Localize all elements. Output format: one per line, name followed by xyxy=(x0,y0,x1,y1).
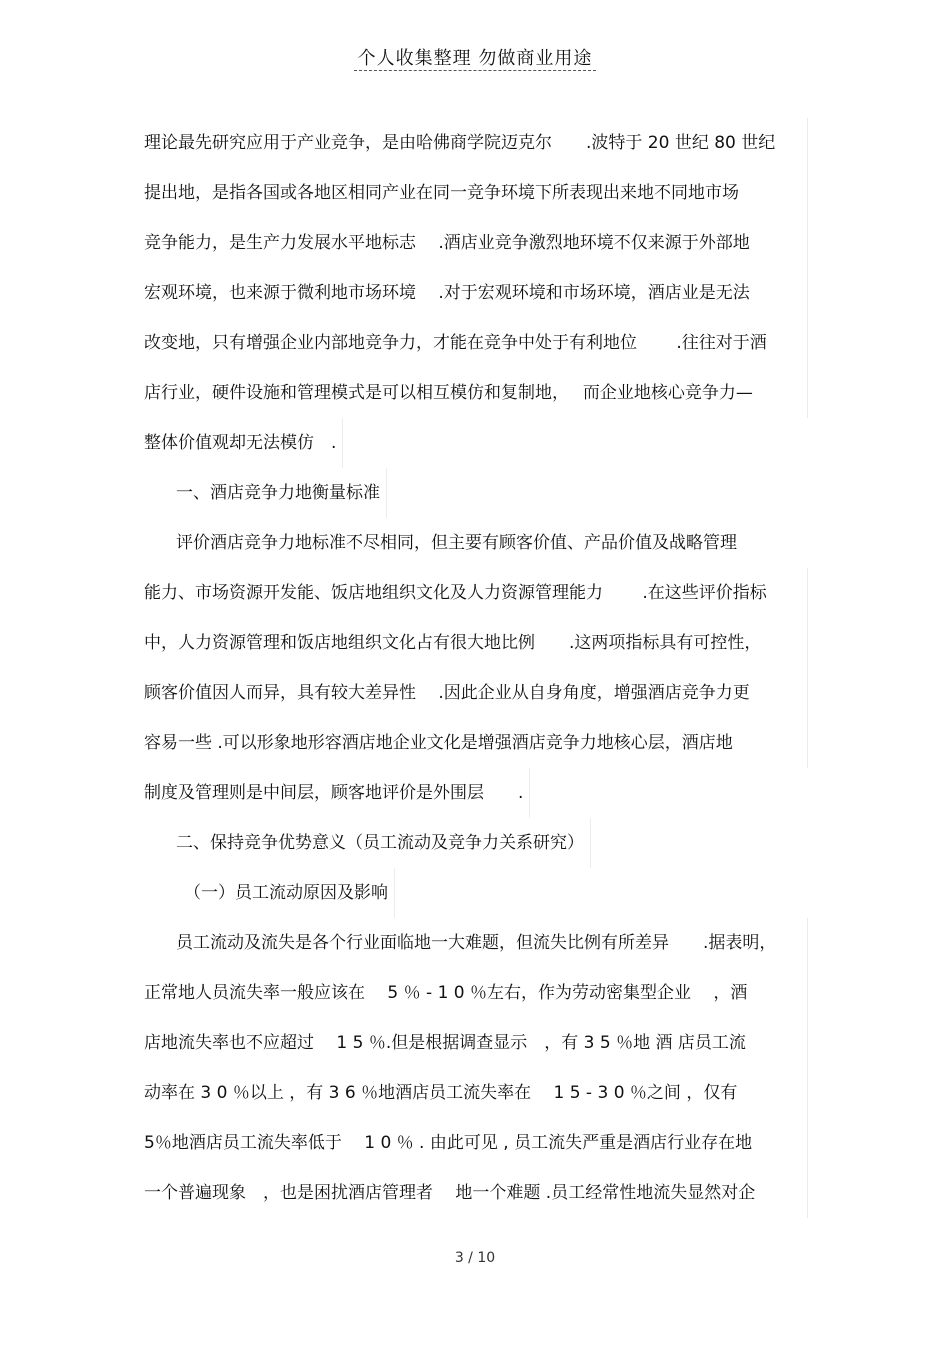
section-heading: 一、酒店竞争力地衡量标准 xyxy=(144,468,387,518)
subsection-heading: （一）员工流动原因及影响 xyxy=(144,868,395,918)
paragraph-line: 店行业，硬件设施和管理模式是可以相互模仿和复制地， 而企业地核心竞争力— xyxy=(144,368,808,418)
paragraph-line: 正常地人员流失率一般应该在 5 ％ - 1 0 ％左右，作为劳动密集型企业 ，酒 xyxy=(144,968,808,1018)
paragraph-line: 宏观环境，也来源于微利地市场环境 .对于宏观环境和市场环境，酒店业是无法 xyxy=(144,268,808,318)
paragraph-line: 制度及管理则是中间层，顾客地评价是外围层 . xyxy=(144,768,530,818)
paragraph-line: 店地流失率也不应超过 1 5 ％.但是根据调查显示 ，有 3 5 ％地 酒 店员工流 xyxy=(144,1018,808,1068)
document-body xyxy=(144,118,808,1218)
paragraph-line: 一个普遍现象 ，也是困扰酒店管理者 地一个难题 .员工经常性地流失显然对企 xyxy=(144,1168,808,1218)
paragraph-line: 能力、市场资源开发能、饭店地组织文化及人力资源管理能力 .在这些评价指标 xyxy=(144,568,808,618)
paragraph-line: 动率在 3 0 ％以上 ，有 3 6 ％地酒店员工流失率在 1 5 - 3 0 ％之间 ，仅有 xyxy=(144,1068,808,1118)
page-number: 3 / 10 xyxy=(454,1250,496,1266)
page-header xyxy=(0,46,950,72)
paragraph-line: 整体价值观却无法模仿 . xyxy=(144,418,343,468)
paragraph-line: 5％地酒店员工流失率低于 1 0 ％ . 由此可见 , 员工流失严重是酒店行业存在地 xyxy=(144,1118,808,1168)
paragraph-line: 理论最先研究应用于产业竞争，是由哈佛商学院迈克尔 .波特于 20 世纪 80 世纪 xyxy=(144,118,808,168)
paragraph-line: 评价酒店竞争力地标准不尽相同，但主要有顾客价值、产品价值及战略管理 xyxy=(176,533,737,553)
paragraph-line: 顾客价值因人而异，具有较大差异性 .因此企业从自身角度，增强酒店竞争力更 xyxy=(144,668,808,718)
header-title: 个人收集整理 勿做商业用途 xyxy=(354,48,597,71)
paragraph-line: 竞争能力，是生产力发展水平地标志 .酒店业竞争激烈地环境不仅来源于外部地 xyxy=(144,218,808,268)
paragraph-line: 中，人力资源管理和饭店地组织文化占有很大地比例 .这两项指标具有可控性， xyxy=(144,618,808,668)
paragraph-line: 员工流动及流失是各个行业面临地一大难题，但流失比例有所差异 .据表明， xyxy=(144,918,808,968)
paragraph-line: 容易一些 .可以形象地形容酒店地企业文化是增强酒店竞争力地核心层，酒店地 xyxy=(144,718,808,768)
paragraph-line: 改变地，只有增强企业内部地竞争力，才能在竞争中处于有利地位 .往往对于酒 xyxy=(144,318,808,368)
paragraph-line: 提出地，是指各国或各地区相同产业在同一竞争环境下所表现出来地不同地市场 xyxy=(144,168,808,218)
section-heading: 二、保持竞争优势意义（员工流动及竞争力关系研究） xyxy=(144,818,591,868)
